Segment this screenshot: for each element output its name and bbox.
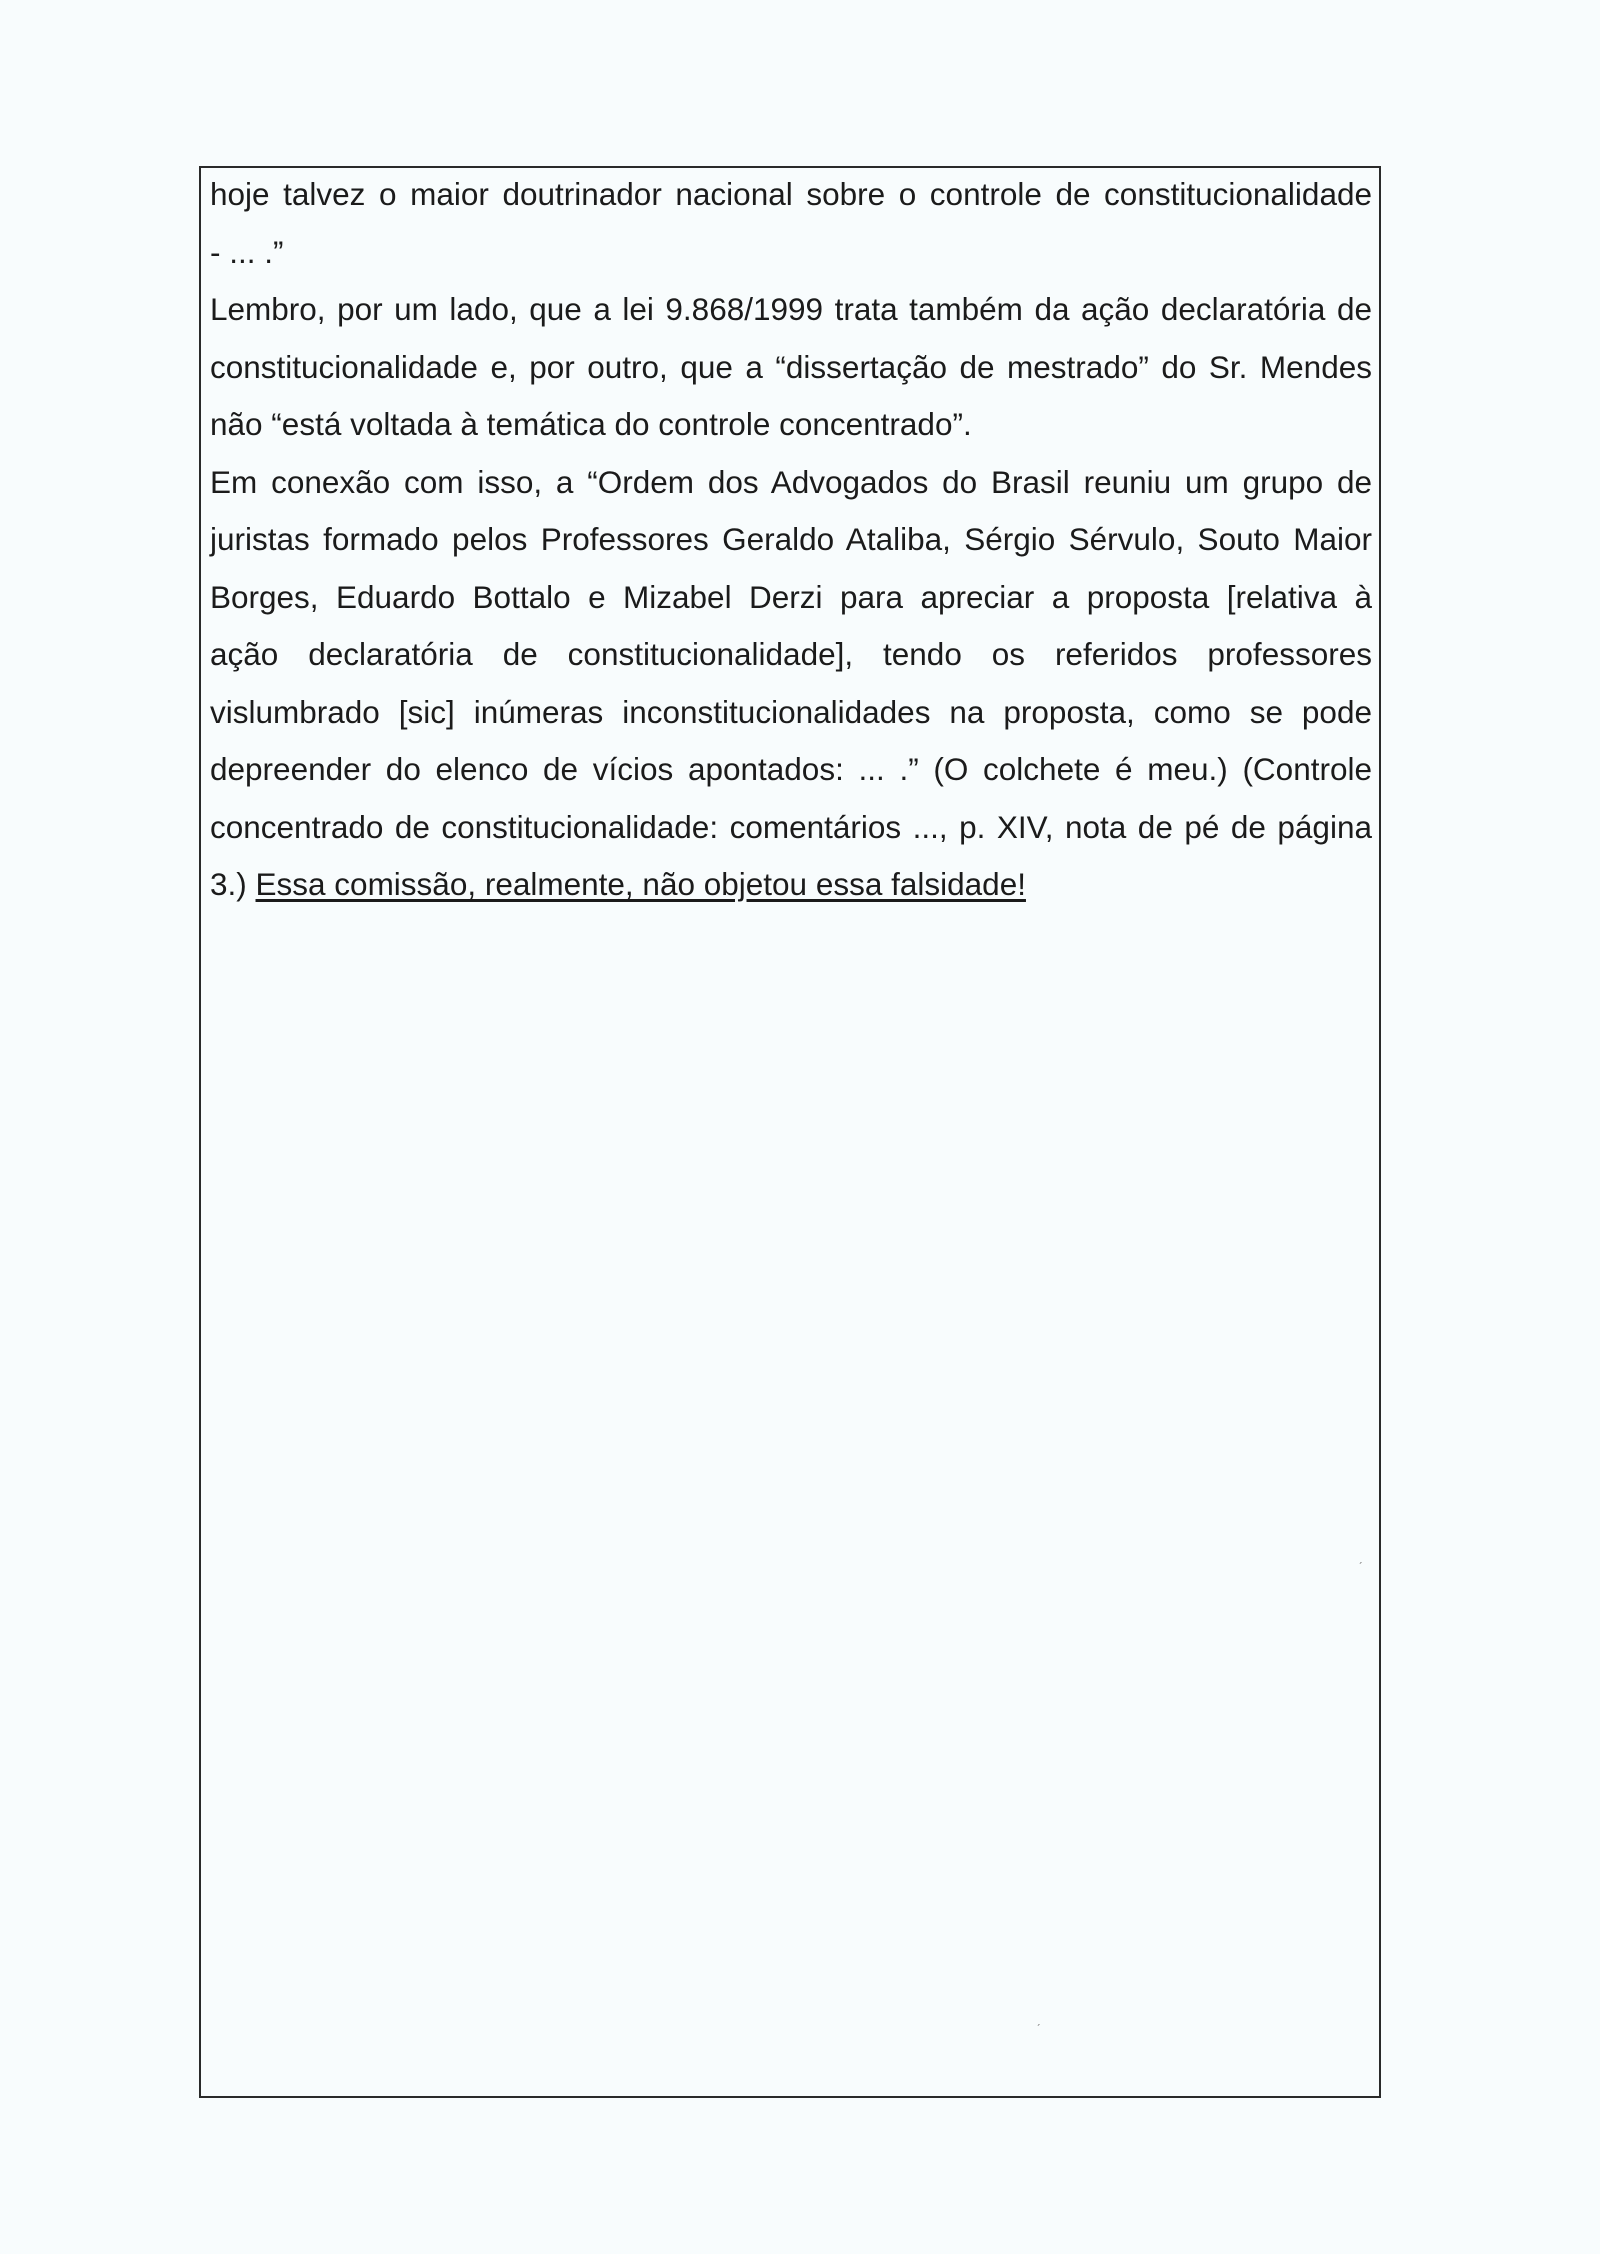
text-line: hoje talvez o maior doutrinador nacional sobre o controle de constitucionalidade [210,176,1372,212]
scan-speck: ˏ [1358,1548,1363,1564]
text-line: ação declaratória de constitucionalidade], tendo os referidos professores [210,636,1372,672]
text-line: vislumbrado [sic] inúmeras inconstitucionalidades na proposta, como se pode [210,693,1372,730]
text-line: constitucionalidade e, por outro, que a “dissertação de mestrado” do Sr. Mendes [210,348,1372,385]
text-line: Lembro, por um lado, que a lei 9.868/1999 trata também da ação declaratória de [210,291,1372,327]
text-line: concentrado de constitucionalidade: comentários ..., p. XIV, nota de pé de página [210,808,1372,845]
final-line [210,856,1372,914]
underlined-statement: Essa comissão, realmente, não objetou essa falsidade! [255,866,1026,902]
text-line: Borges, Eduardo Bottalo e Mizabel Derzi para apreciar a proposta [relativa à [210,578,1372,615]
text-line: Em conexão com isso, a “Ordem dos Advogados do Brasil reuniu um grupo de [210,463,1372,500]
scan-speck: ˏ [1036,2010,1041,2026]
text-line: juristas formado pelos Professores Geraldo Ataliba, Sérgio Sérvulo, Souto Maior [210,521,1372,557]
text-line: depreender do elenco de vícios apontados: ... .” (O colchete é meu.) (Controle [210,751,1372,787]
final-line-prefix: 3.) [210,866,256,902]
document-body [210,166,1372,914]
text-line: não “está voltada à temática do controle concentrado”. [210,406,972,442]
text-line: - ... .” [210,233,284,270]
